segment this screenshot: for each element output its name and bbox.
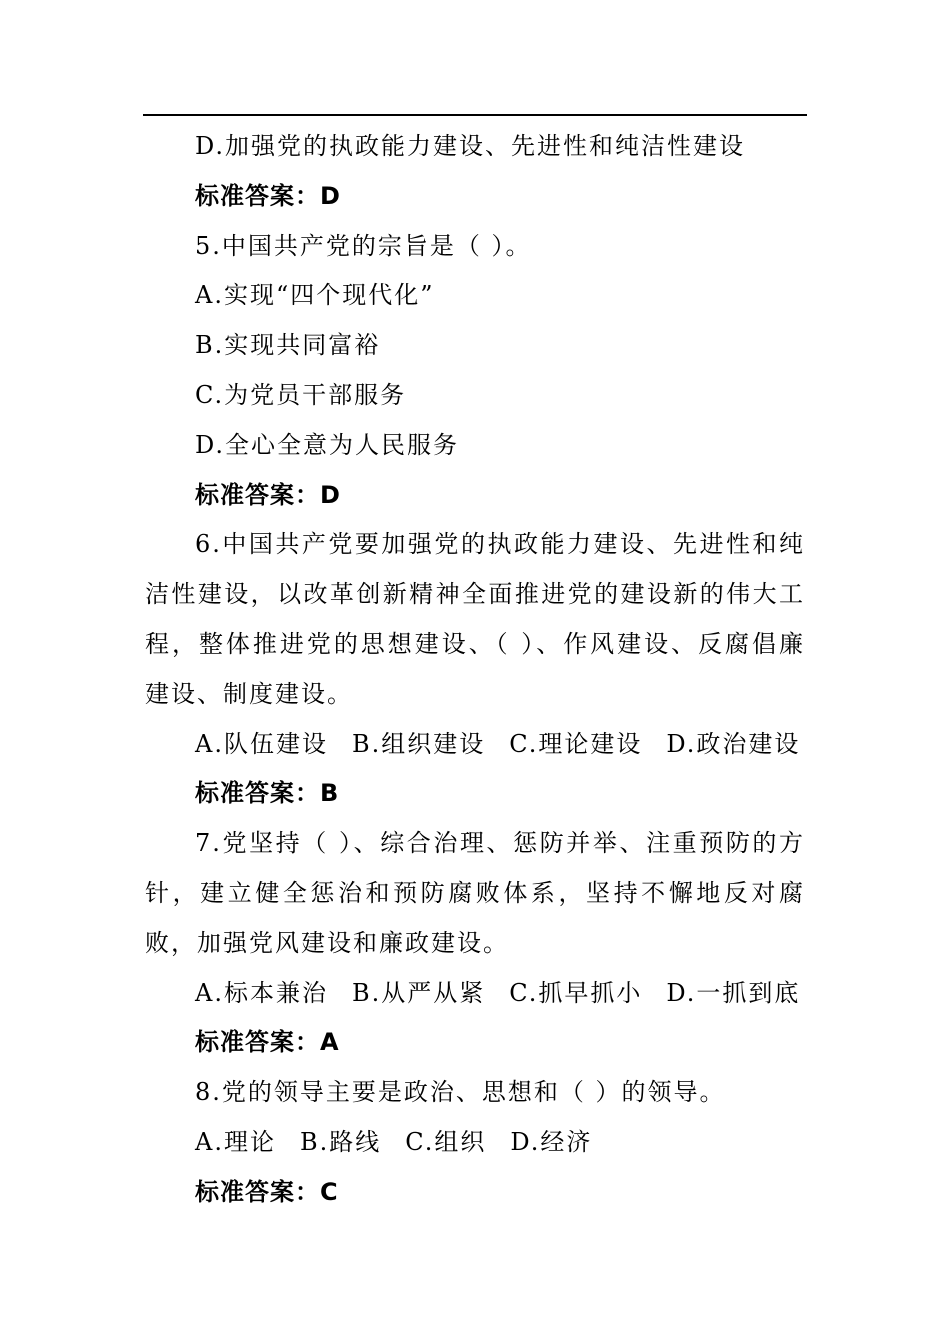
answer-label: 标准答案： [195,1177,320,1206]
q6-option-c: C.理论建设 [509,729,643,758]
answer-value: D [320,480,341,509]
q5-option-c: C.为党员干部服务 [195,380,407,409]
q8-options [145,1118,805,1168]
q5-answer [145,471,805,521]
answer-label: 标准答案： [195,480,320,509]
header-rule [143,114,807,116]
q5-option-a: A.实现“四个现代化” [195,281,435,310]
q7-option-b: B.从严从紧 [351,978,486,1007]
q7-option-d: D.一抓到底 [666,978,801,1007]
q8-answer [145,1168,805,1218]
q6-answer [145,769,805,819]
q4-answer [145,172,805,222]
answer-label: 标准答案： [195,779,320,808]
q8-stem: 8.党的领导主要是政治、思想和（ ）的领导。 [195,1078,726,1107]
answer-value: B [320,779,340,808]
q6-option-d: D.政治建设 [666,729,801,758]
q8-option-a: A.理论 [195,1127,276,1156]
answer-value: C [320,1177,339,1206]
q7-options [145,969,805,1019]
q6-option-a: A.队伍建设 [195,729,328,758]
q7-answer [145,1018,805,1068]
q8-option-b: B.路线 [299,1127,382,1156]
q6-stem: 6.中国共产党要加强党的执政能力建设、先进性和纯洁性建设，以改革创新精神全面推进党的建设新的伟大工程，整体推进党的思想建设、（ ）、作风建设、反腐倡廉建设、制度建设。 [145,530,805,708]
q8-option-c: C.组织 [405,1127,487,1156]
q8-option-d: D.经济 [510,1127,593,1156]
answer-label: 标准答案： [195,181,320,210]
document-body [145,122,805,1218]
q5-option-d: D.全心全意为人民服务 [195,430,460,459]
q6-option-b: B.组织建设 [351,729,486,758]
q7-option-c: C.抓早抓小 [509,978,643,1007]
q4-option-d: D.加强党的执政能力建设、先进性和纯洁性建设 [195,132,746,160]
q5-stem: 5.中国共产党的宗旨是（ ）。 [195,231,532,260]
q5-option-b: B.实现共同富裕 [195,331,381,360]
answer-value: D [320,181,341,210]
q6-options [145,720,805,770]
answer-label: 标准答案： [195,1028,320,1057]
answer-value: A [320,1028,340,1057]
q7-option-a: A.标本兼治 [195,978,328,1007]
q7-stem: 7.党坚持（ ）、综合治理、惩防并举、注重预防的方针，建立健全惩治和预防腐败体系，坚持不懈地反对腐败，加强党风建设和廉政建设。 [145,829,805,957]
